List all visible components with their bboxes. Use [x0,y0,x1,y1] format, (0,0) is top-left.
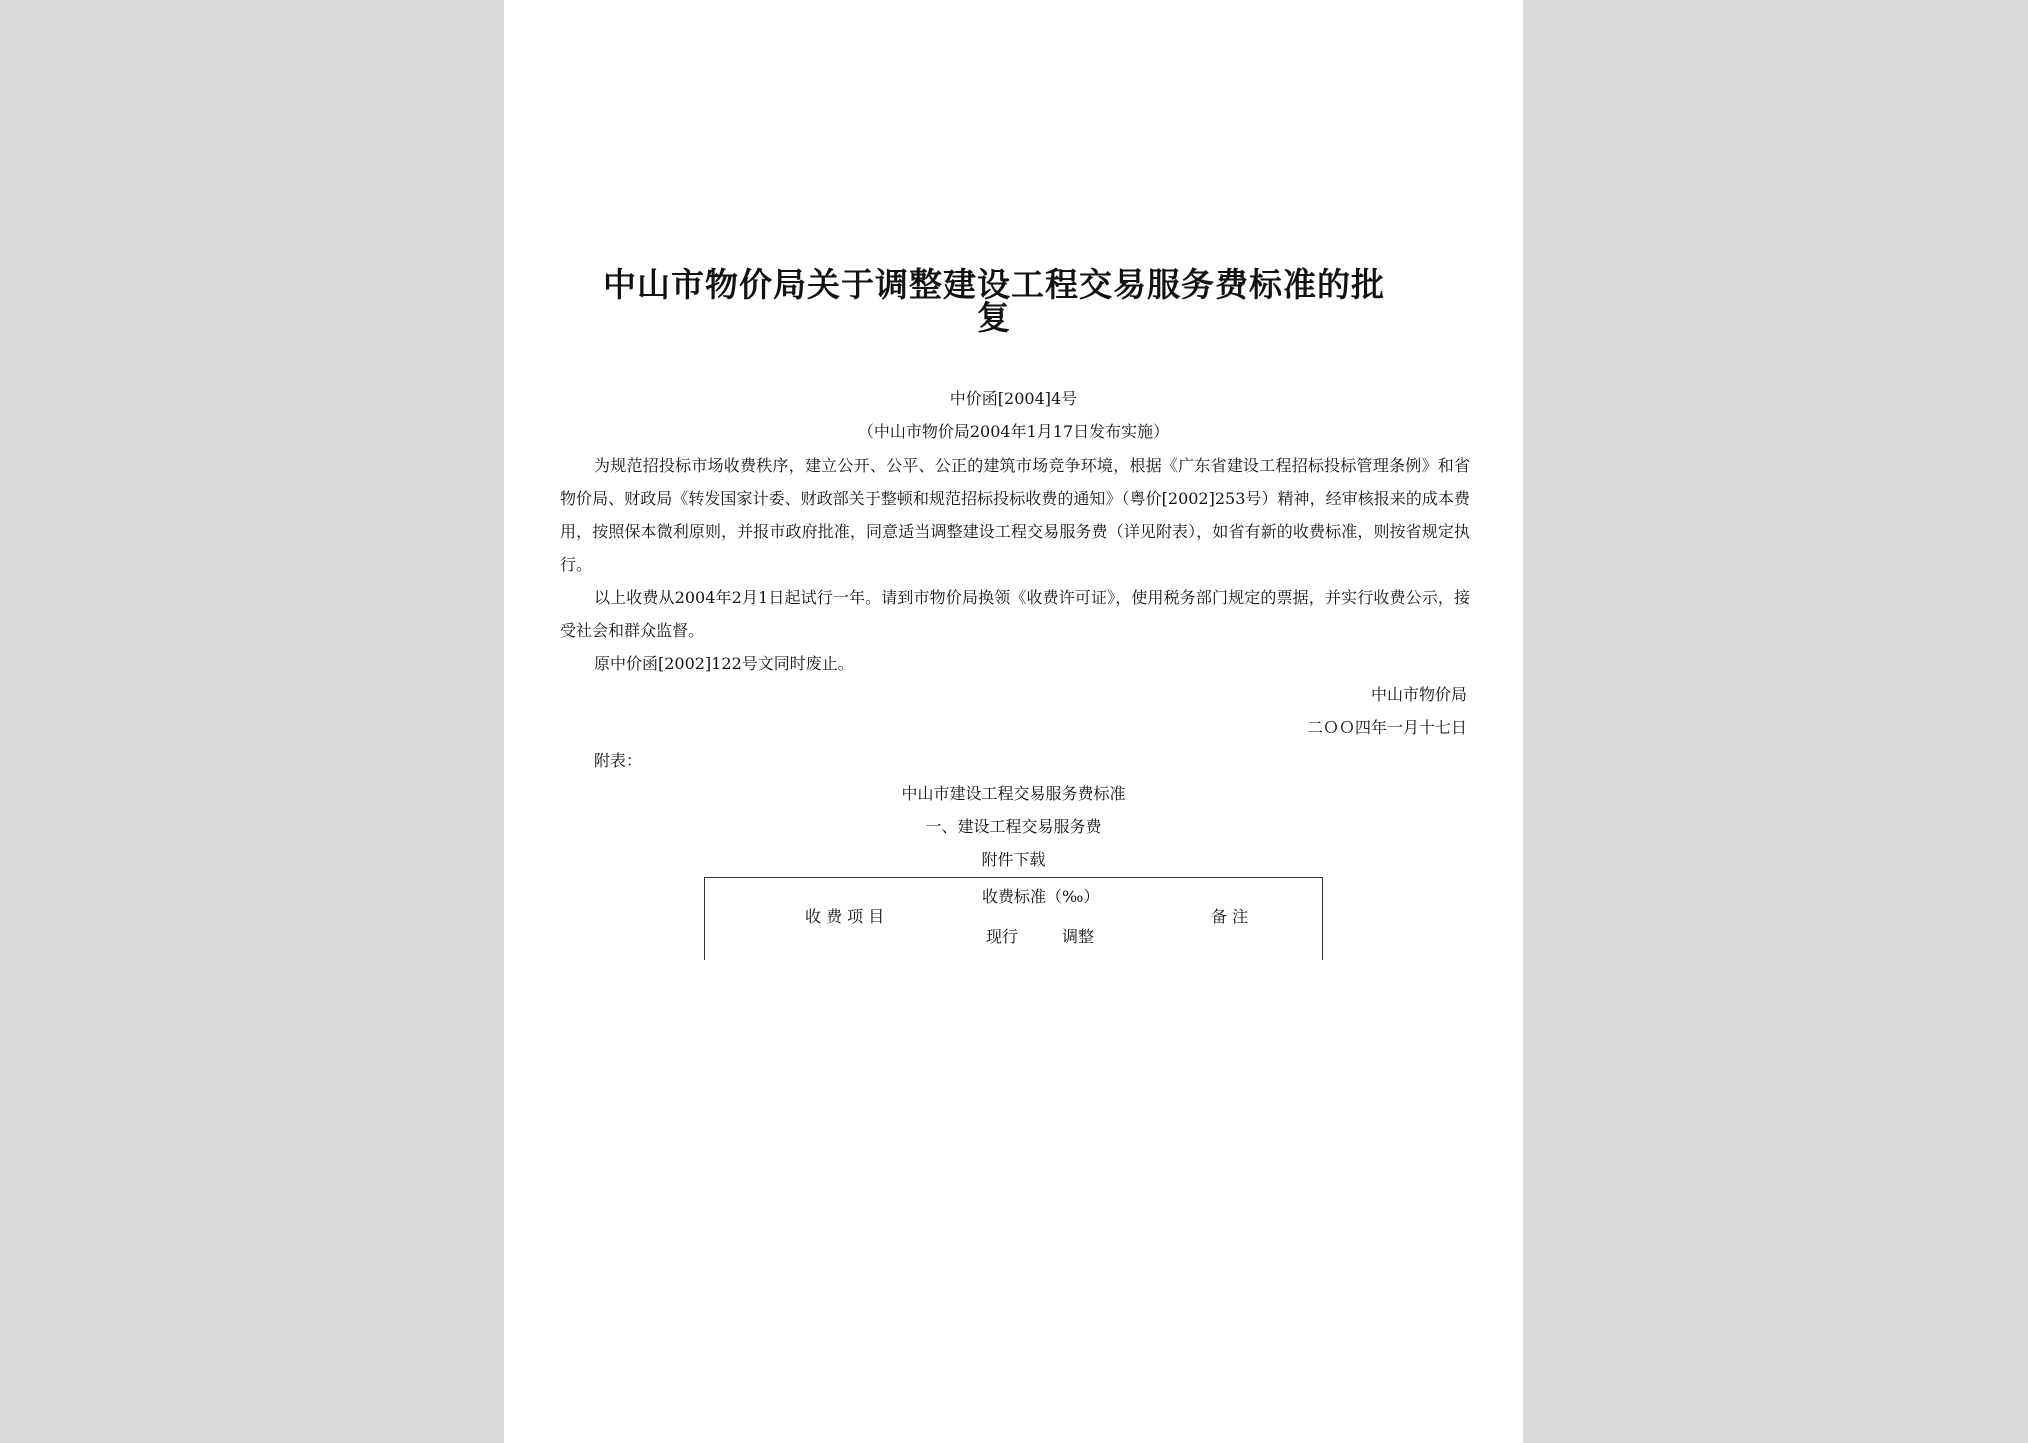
download-link[interactable]: 附件下载 [981,850,1046,869]
document-title-line1: 中山市物价局关于调整建设工程交易服务费标准的批 [603,265,1385,304]
signature-org: 中山市物价局 [1370,685,1467,704]
document-number: 中价函[2004]4号 [949,389,1078,408]
table-header-remark: 备 注 [1211,907,1249,926]
paragraph-2: 以上收费从2004年2月1日起试行一年。请到市物价局换领《收费许可证》，使用税务部门规定的票据，并实行收费公示，接受社会和群众监督。 [560,588,1470,640]
table-header-item: 收 费 项 目 [805,907,885,926]
paragraph-1: 为规范招投标市场收费秩序，建立公开、公平、公正的建筑市场竞争环境，根据《广东省建设工程招标投标管理条例》和省物价局、财政局《转发国家计委、财政部关于整顿和规范招标投标收费的通知》（粤价[2002]253号）精神，经审核报来的成本费用，按照保本微利原则，并报市政府批准，同意适当调整建设工程交易服务费（详见附表），如省有新的收费标准，则按省规定执行。 [560,456,1470,574]
table-header-standard: 收费标准（‰） [982,887,1100,906]
fee-standard-table [704,877,1323,960]
table-header-adjusted: 调整 [1062,927,1095,946]
attachment-label: 附表： [594,751,643,770]
section-title: 一、建设工程交易服务费 [925,817,1102,836]
publish-note: （中山市物价局2004年1月17日发布实施） [857,422,1170,441]
signature-date: 二ＯＯ四年一月十七日 [1306,718,1467,737]
paragraph-3: 原中价函[2002]122号文同时废止。 [594,654,854,673]
document-page [504,0,1523,1443]
document-title-line2: 复 [977,298,1011,337]
table-title: 中山市建设工程交易服务费标准 [901,784,1126,803]
table-header-current: 现行 [986,927,1019,946]
